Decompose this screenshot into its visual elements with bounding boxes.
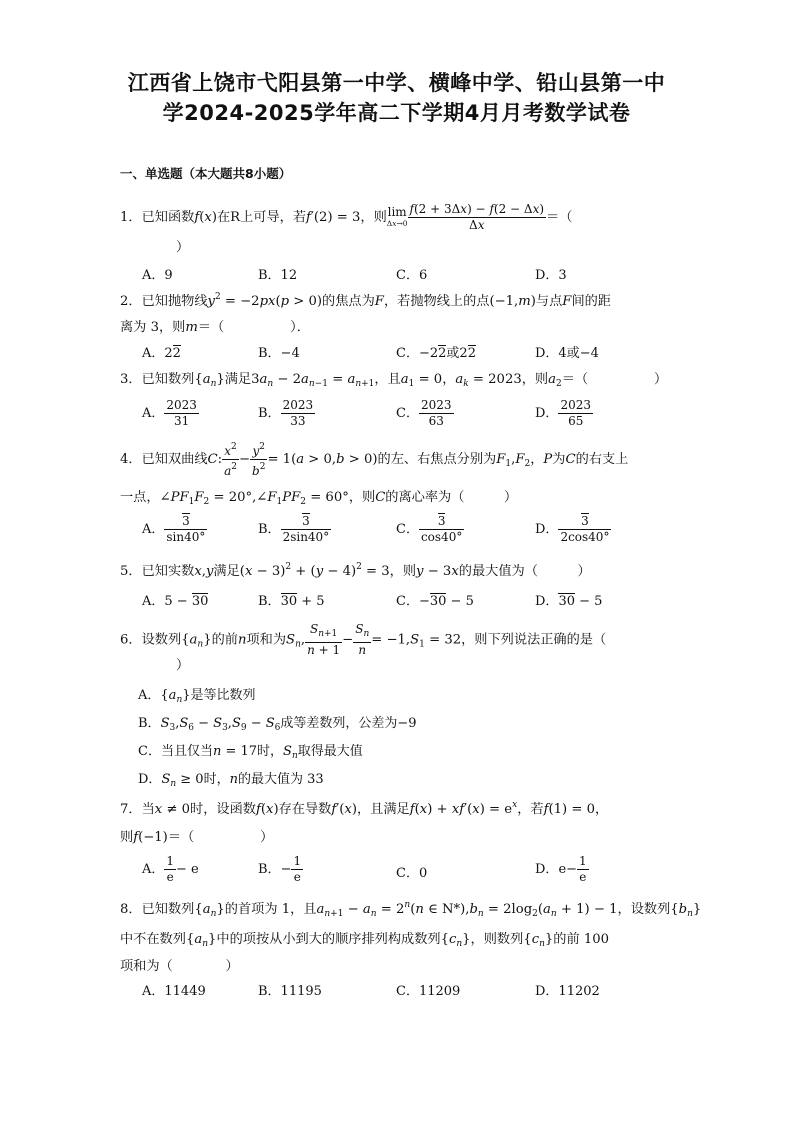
q8-option-a: A．11449: [142, 984, 206, 999]
exam-title-line1: 江西省上饶市弋阳县第一中学、横峰中学、铅山县第一中: [127, 71, 666, 95]
question-7: 7．当x ≠ 0时，设函数f(x)存在导数f′(x)，且满足$f(x) + xf'(x) = e^x$，若f(1) = 0，: [120, 800, 609, 817]
question-5: 5．已知实数x,y满足$(x - 3)^2 + (y - 4)^2 = 3$，则y − 3x的最大值为（ ）: [120, 562, 591, 579]
q1-option-d: D．3: [535, 268, 567, 283]
q7-option-b: B．− $\frac{1}{e}$: [258, 854, 302, 884]
question-1: 1．已知函数f(x)在R上可导，若f′(2) = 3，则 lim Δx→0 $\frac{f(2 + 3\Delta x) - f(2 - \Delta x)}{\Delta x}$ ＝（: [120, 202, 573, 232]
q4-option-c: C． $\frac{3}{\cos 40^\circ}$: [396, 514, 463, 544]
question-8-cont2: 项和为（ ）: [120, 959, 239, 974]
q8-option-b: B．11195: [258, 984, 322, 999]
q3-option-b: B． $\frac{2023}{33}$: [258, 398, 314, 428]
question-2: 2．已知抛物线$y^2 = -2px(p > 0)$的焦点为F，若抛物线上的点(−1,m)与点F间的距: [120, 292, 611, 309]
q2-option-b: B．−4: [258, 346, 300, 361]
question-1-close: ）: [176, 240, 190, 255]
q5-option-c: C．−30 − 5: [396, 594, 474, 609]
q6-option-a: A．$\{a_n\}$是等比数列: [138, 688, 256, 705]
limit-expression: lim Δx→0: [386, 204, 408, 228]
question-4-cont: 一点，$\angle PF_1F_2$ = $20^\circ,\angle F_1PF_2 = 60^\circ$，则C的离心率为（ ）: [120, 490, 518, 507]
q4-option-d: D． $\frac{3}{2\cos 40^\circ}$: [535, 514, 610, 544]
q2-option-c: C．−22或22: [396, 346, 476, 361]
question-4: 4．已知双曲线C: $\frac{x^2}{a^2}$ − $\frac{y^2}{b^2}$ = 1(a > 0,b > 0)的左、右焦点分别为$F_1,F_2$，P为C的右支上: [120, 442, 629, 478]
q5-option-b: B．30 + 5: [258, 594, 325, 609]
question-6: 6．设数列$\{a_n\}$的前n项和为$S_n$, $\frac{S_{n+1}}{n + 1}$ − $\frac{S_n}{n}$ = $-1,S_1 = 32$，则下列说法正确的是（: [120, 622, 607, 657]
question-8-cont: 中不在数列$\{a_n\}$中的项按从小到大的顺序排列构成数列$\{c_n\}$，则数列$\{c_n\}$的前 100: [120, 932, 610, 949]
section-heading: 一、单选题（本大题共8小题）: [120, 166, 292, 181]
question-2-cont: 离为 3，则m＝（ ）．: [120, 320, 310, 335]
q3-option-d: D． $\frac{2023}{65}$: [535, 398, 591, 428]
exam-title-line2: 学2024-2025学年高二下学期4月月考数学试卷: [162, 101, 631, 125]
q7-option-d: D．e− $\frac{1}{e}$: [535, 854, 587, 884]
q4-option-a: A． $\frac{3}{\sin 40^\circ}$: [142, 514, 206, 544]
q8-option-c: C．11209: [396, 984, 461, 999]
q1-option-b: B．12: [258, 268, 298, 283]
q8-option-d: D．11202: [535, 984, 600, 999]
question-number: 1．: [120, 210, 142, 225]
question-8: 8．已知数列$\{a_n\}$的首项为 1，且$a_{n+1} - a_n = 2^n(n$ ∈ $N*),b_n = 2\log_2(a_n + 1) - 1$，设数列$\{b_n\}$: [120, 900, 702, 919]
q5-option-a: A．5 − 30: [142, 594, 209, 609]
q6-option-b: B．$S_3,S_6 - S_3,S_9 - S_6$成等差数列，公差为−9: [138, 716, 417, 733]
q1-option-a: A．9: [142, 268, 173, 283]
q2-option-d: D．4或−4: [535, 346, 599, 361]
q5-option-d: D．30 − 5: [535, 594, 603, 609]
q6-option-d: D．$S_n \ge 0$时，n的最大值为 33: [138, 772, 324, 789]
question-6-close: ）: [176, 658, 190, 673]
q3-option-a: A． $\frac{2023}{31}$: [142, 398, 197, 428]
q1-option-c: C．6: [396, 268, 428, 283]
q7-option-a: A． $\frac{1}{e}$ − e: [142, 854, 199, 884]
q3-option-c: C． $\frac{2023}{63}$: [396, 398, 452, 428]
q7-option-c: C．0: [396, 866, 428, 881]
q4-option-b: B． $\frac{3}{2\sin 40^\circ}$: [258, 514, 330, 544]
question-7-cont: 则f(−1)＝（ ）: [120, 830, 274, 845]
question-3: 3．已知数列$\{a_n\}$满足$3a_n - 2a_{n-1} = a_{n+1}$，且$a_1 = 0$，$a_k = 2023$，则$a_2=$（ ）: [120, 372, 668, 389]
fraction: $\frac{f(2 + 3\Delta x) - f(2 - \Delta x)}{\Delta x}$: [409, 202, 545, 232]
q6-option-c: C．当且仅当n = 17时，$S_n$取得最大值: [138, 744, 363, 761]
q2-option-a: A．22: [142, 346, 181, 361]
